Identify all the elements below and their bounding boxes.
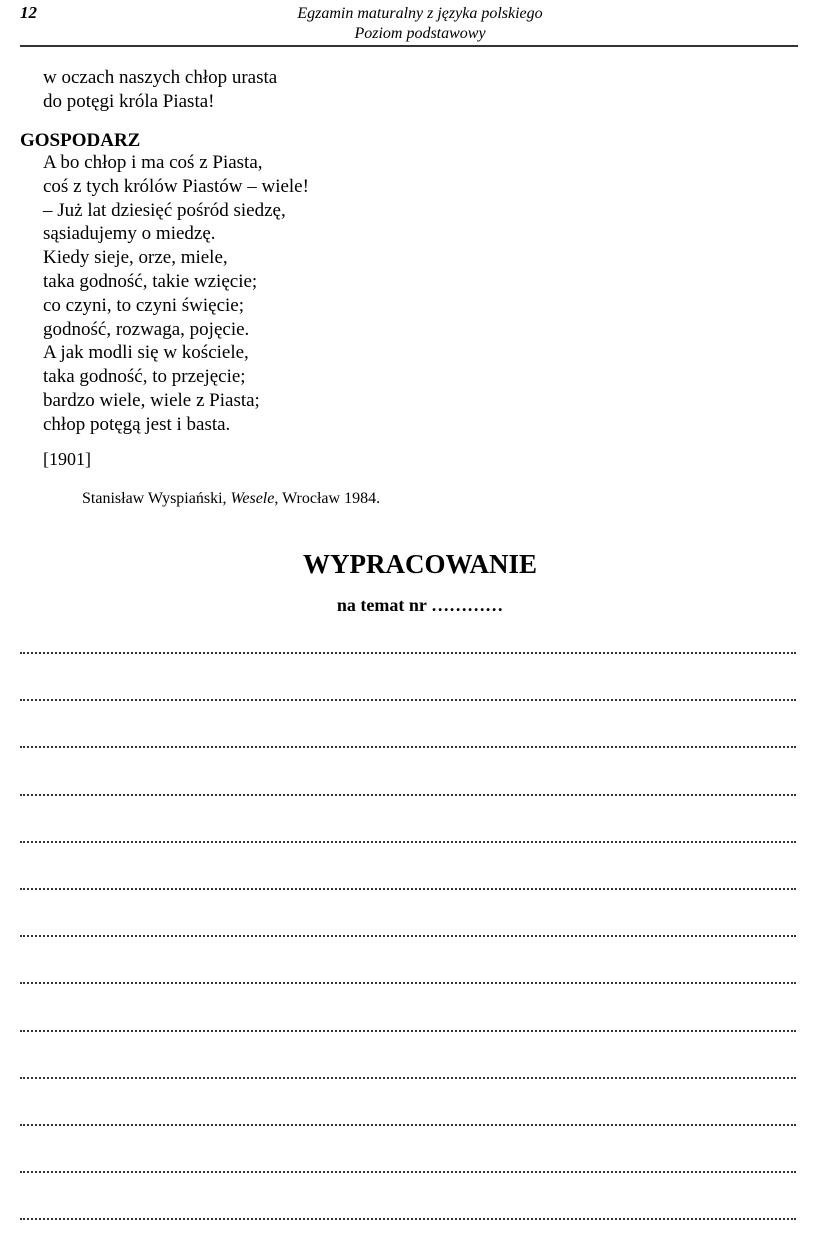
verse-line: co czyni, to czyni święcie; bbox=[43, 294, 245, 316]
speaker-name: GOSPODARZ bbox=[20, 130, 141, 151]
writing-line bbox=[20, 1171, 796, 1173]
essay-topic-number: na temat nr ………… bbox=[336, 595, 504, 615]
citation-work: Wesele bbox=[230, 490, 275, 507]
writing-line bbox=[20, 1218, 796, 1220]
writing-line bbox=[20, 794, 796, 796]
verse-line: bardzo wiele, wiele z Piasta; bbox=[43, 389, 260, 411]
verse-line: taka godność, takie wzięcie; bbox=[43, 270, 258, 292]
writing-line bbox=[20, 1030, 796, 1032]
verse-line: do potęgi króla Piasta! bbox=[43, 90, 215, 112]
verse-line: coś z tych królów Piastów – wiele! bbox=[43, 175, 309, 197]
writing-line bbox=[20, 841, 796, 843]
header-title: Egzamin maturalny z języka polskiego bbox=[297, 5, 543, 22]
verse-fragment bbox=[43, 66, 277, 114]
writing-line bbox=[20, 1077, 796, 1079]
citation-author: Stanisław Wyspiański, bbox=[82, 490, 231, 507]
writing-line bbox=[20, 982, 796, 984]
verse-line: A bo chłop i ma coś z Piasta, bbox=[43, 152, 263, 173]
writing-line bbox=[20, 888, 796, 890]
writing-line bbox=[20, 935, 796, 937]
verse-line: taka godność, to przejęcie; bbox=[43, 366, 246, 388]
page-header bbox=[0, 4, 840, 44]
citation-rest: , Wrocław 1984. bbox=[274, 490, 381, 507]
writing-line bbox=[20, 652, 796, 654]
writing-line bbox=[20, 1124, 796, 1126]
header-level: Poziom podstawowy bbox=[354, 25, 486, 42]
essay-title: WYPRACOWANIE bbox=[302, 549, 537, 579]
verse-line: chłop potęgą jest i basta. bbox=[43, 413, 231, 435]
verse-main bbox=[43, 151, 309, 437]
verse-line: – Już lat dziesięć pośród siedzę, bbox=[43, 199, 286, 221]
page-number: 12 bbox=[20, 3, 37, 22]
verse-line: A jak modli się w kościele, bbox=[43, 342, 249, 364]
verse-line: godność, rozwaga, pojęcie. bbox=[43, 318, 250, 340]
verse-line: sąsiadujemy o miedzę. bbox=[43, 223, 216, 245]
writing-line bbox=[20, 746, 796, 748]
verse-line: w oczach naszych chłop urasta bbox=[43, 67, 278, 88]
verse-line: Kiedy sieje, orze, miele, bbox=[43, 247, 228, 269]
header-rule bbox=[20, 45, 798, 47]
citation bbox=[82, 490, 380, 508]
writing-line bbox=[20, 699, 796, 701]
year: [1901] bbox=[43, 449, 91, 469]
